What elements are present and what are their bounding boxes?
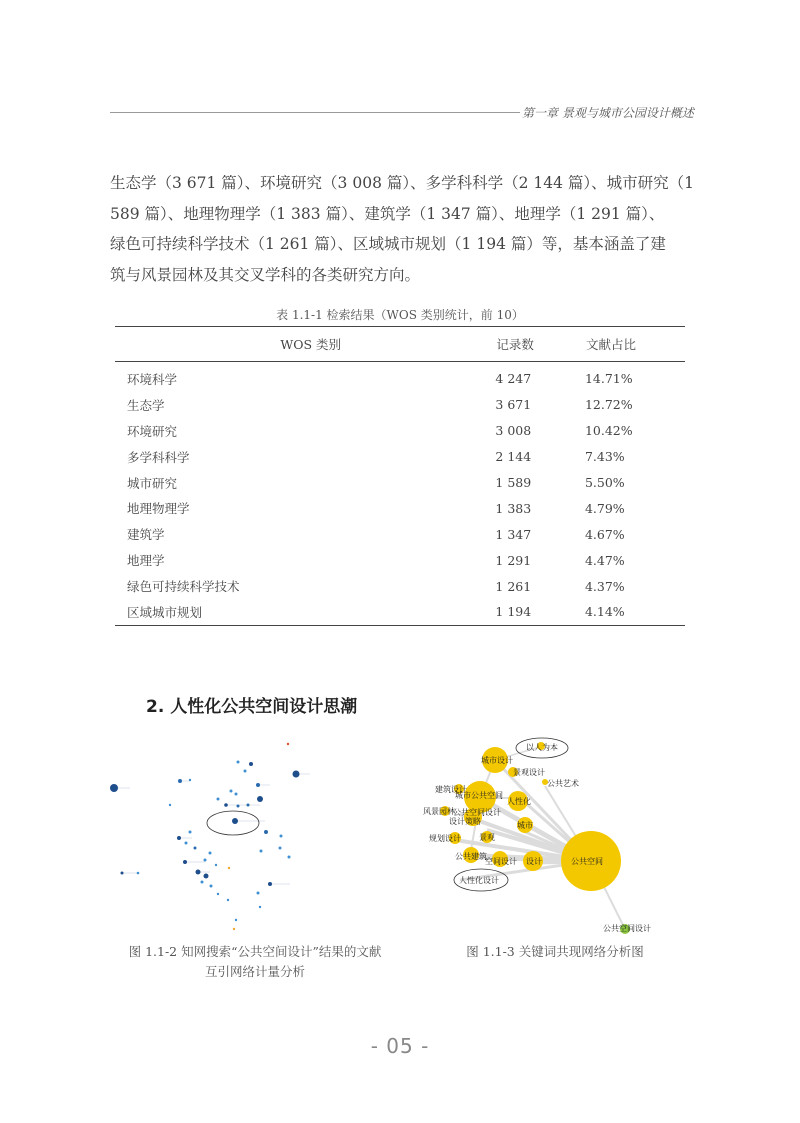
keyword-label: 城市 [517, 821, 533, 830]
table-row [115, 470, 685, 496]
citation-network-figure [110, 735, 310, 935]
cell-count: 1 194 [495, 599, 585, 625]
table-row [115, 362, 685, 392]
page-number: - 05 - [370, 1034, 430, 1058]
section-title: 2. 人性化公共空间设计思潮 [146, 697, 358, 717]
header-percent: 文献占比 [585, 327, 685, 362]
cell-category: 建筑学 [127, 527, 165, 543]
table-row [115, 392, 685, 418]
header-category: WOS 类别 [115, 327, 495, 362]
keyword-label: 城市设计 [481, 756, 513, 765]
keyword-label: 以人为本 [526, 743, 558, 752]
cell-count: 1 261 [495, 578, 532, 594]
cell-count: 1 589 [495, 475, 532, 490]
keyword-label: 景观设计 [513, 768, 545, 777]
keyword-label: 设计策略 [449, 817, 481, 826]
body-line: 绿色可持续科学技术（1 261 篇）、区域城市规划（1 194 篇）等，基本涵盖了建 [110, 235, 666, 253]
table-row [115, 599, 685, 625]
wos-category-table [115, 326, 685, 626]
table-row [115, 573, 685, 599]
cell-category: 环境科学 [127, 371, 178, 387]
cell-count: 1 291 [495, 552, 532, 568]
network-nodes [110, 743, 300, 930]
cell-category: 城市研究 [127, 475, 178, 491]
keyword-label: 景观 [479, 833, 495, 842]
keyword-network-figure [415, 735, 665, 935]
cell-count: 2 144 [495, 449, 532, 465]
header-rule [110, 112, 520, 113]
keyword-label: 规划设计 [429, 834, 461, 843]
caption-line: 图 1.1-2 知网搜索“公共空间设计”结果的文献 [128, 944, 382, 959]
caption-line: 互引网络计量分析 [204, 964, 305, 979]
cell-percent: 4.79% [584, 500, 625, 516]
table-header-row [115, 327, 685, 362]
body-line: 筑与风景园林及其交叉学科的各类研究方向。 [110, 265, 421, 284]
table-row [115, 444, 685, 470]
keyword-label: 公共艺术 [547, 779, 579, 788]
keyword-label: 公共空间设计 [453, 808, 501, 817]
table-row [115, 521, 685, 547]
keyword-label: 公共空间 [571, 857, 603, 866]
keyword-label: 建筑设计 [435, 785, 467, 794]
cell-percent: 10.42% [584, 423, 633, 439]
cell-category: 多学科科学 [127, 449, 190, 465]
cell-category: 地理学 [127, 553, 165, 569]
cell-percent: 7.43% [584, 449, 625, 465]
keyword-label: 空间设计 [485, 857, 517, 866]
table-row [115, 547, 685, 573]
cell-category: 绿色可持续科学技术 [127, 579, 240, 595]
body-paragraph [110, 168, 695, 290]
cell-percent: 4.67% [584, 526, 625, 542]
cell-count: 3 008 [495, 423, 532, 439]
running-header: 第一章 景观与城市公园设计概述 [522, 106, 694, 120]
keyword-label: 人性化 [507, 797, 531, 806]
cell-count: 1 383 [495, 500, 532, 516]
table-row [115, 495, 685, 521]
cell-percent: 14.71% [584, 371, 633, 387]
keyword-label: 城市公共空间 [455, 791, 503, 800]
keyword-label: 公共空间设计 [603, 924, 651, 933]
cell-category: 环境研究 [127, 423, 178, 439]
cell-category: 区域城市规划 [115, 599, 495, 625]
cell-category: 生态学 [127, 397, 165, 413]
keyword-label: 设计 [526, 857, 542, 866]
keyword-label: 公共建筑 [455, 852, 487, 861]
cell-percent: 4.14% [585, 599, 685, 625]
table-row [115, 418, 685, 444]
cell-count: 1 347 [495, 526, 532, 542]
cell-percent: 5.50% [584, 475, 625, 490]
cell-percent: 4.37% [584, 578, 625, 594]
figure-caption-right: 图 1.1-3 关键词共现网络分析图 [466, 944, 644, 959]
cell-count: 3 671 [495, 397, 532, 413]
keyword-label: 人性化设计 [459, 876, 499, 885]
body-line: 生态学（3 671 篇）、环境研究（3 008 篇）、多学科科学（2 144 篇）、城市研究（1 [110, 174, 695, 192]
cell-percent: 12.72% [584, 397, 633, 413]
cell-percent: 4.47% [584, 552, 625, 568]
table-caption: 表 1.1-1 检索结果（WOS 类别统计，前 10） [276, 308, 524, 322]
network-edges [114, 774, 310, 884]
cell-category: 地理物理学 [127, 501, 190, 517]
keyword-label: 风景园林 [423, 807, 455, 816]
header-count: 记录数 [495, 327, 585, 362]
figure-caption-left [100, 942, 410, 982]
cell-count: 4 247 [495, 371, 532, 387]
body-line: 589 篇）、地理物理学（1 383 篇）、建筑学（1 347 篇）、地理学（1 291 篇）、 [110, 204, 665, 223]
